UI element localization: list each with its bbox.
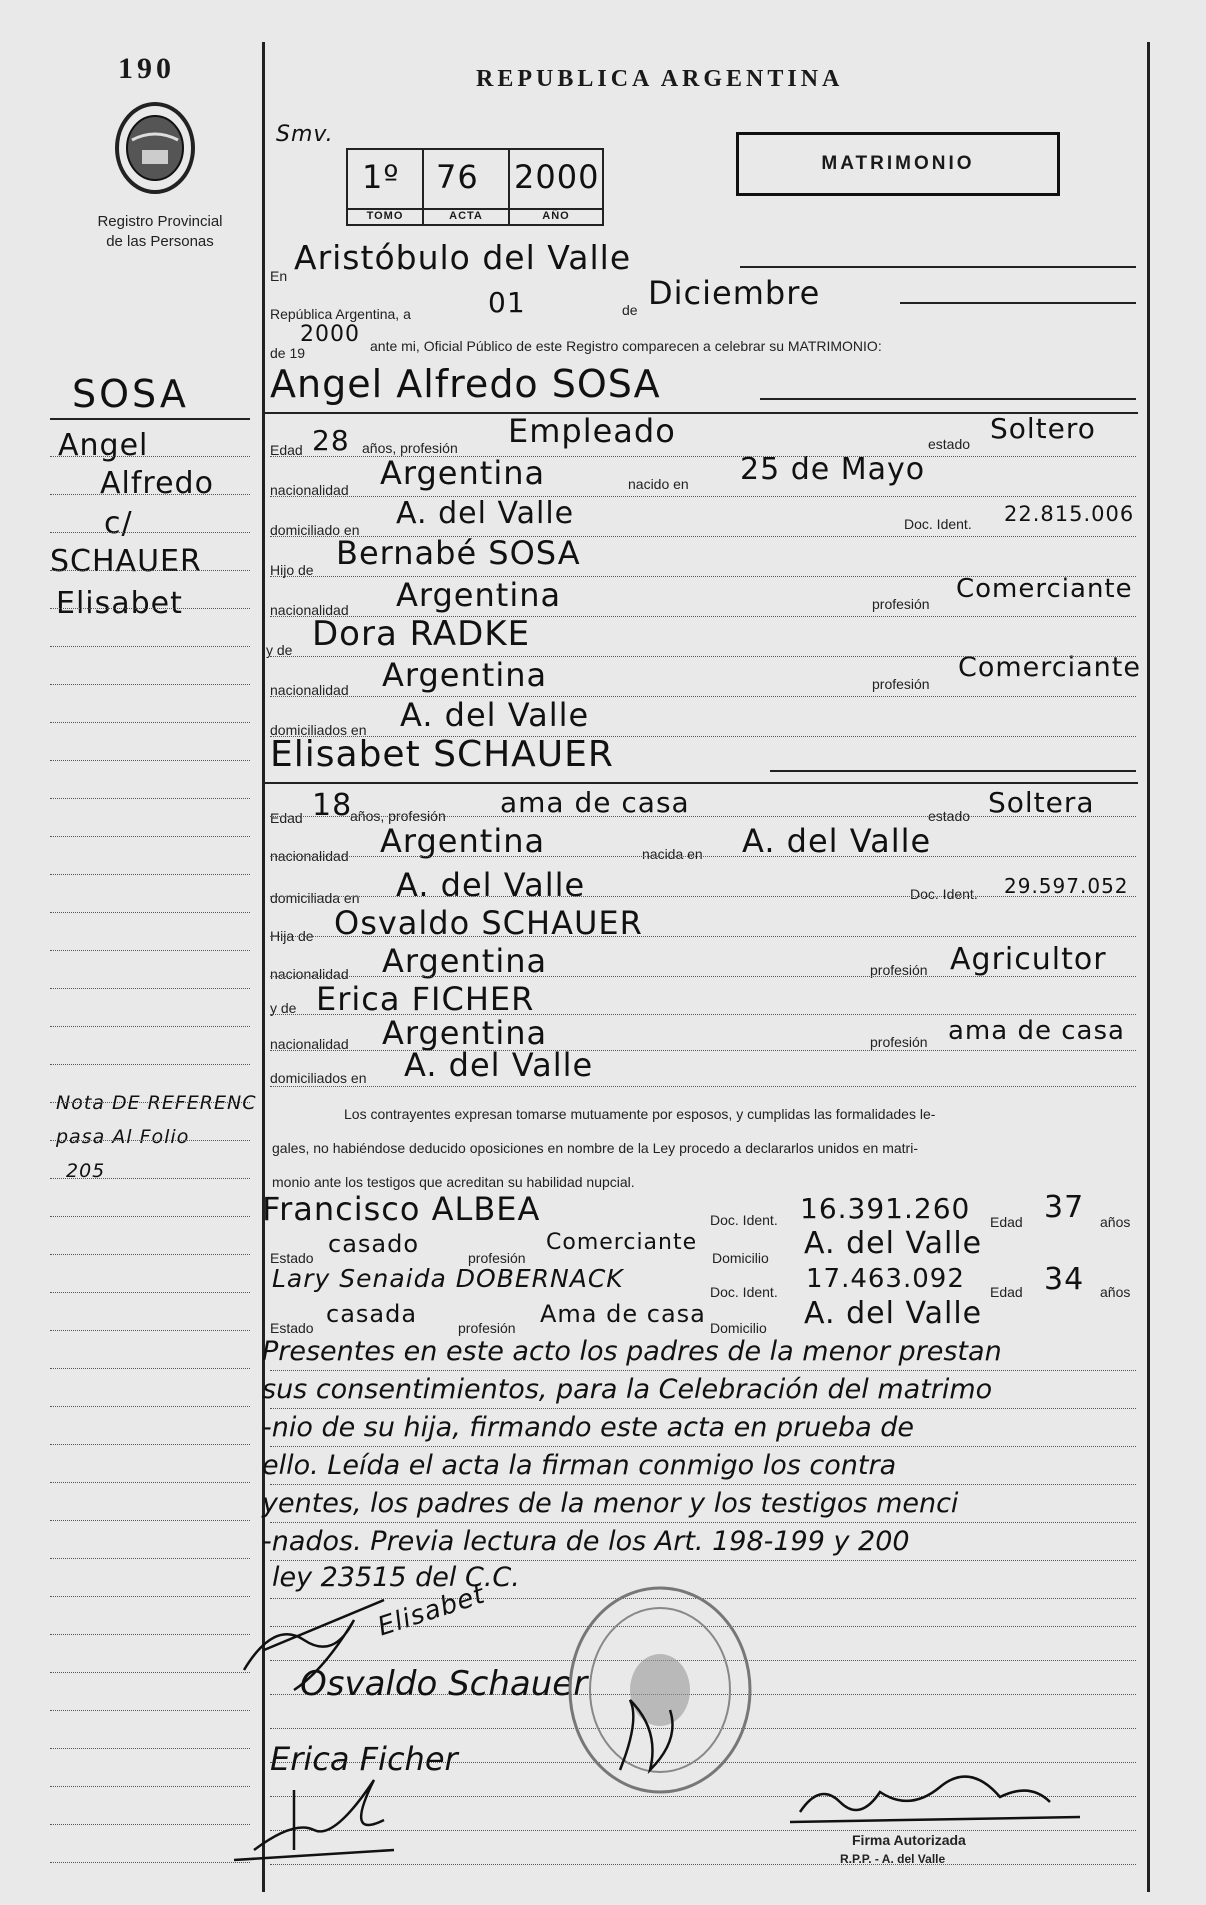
- witness2-doc: 17.463.092: [806, 1264, 965, 1294]
- country-title: REPUBLICA ARGENTINA: [476, 66, 844, 92]
- body-ruled-line: [270, 1050, 1136, 1051]
- place-line: [740, 266, 1136, 268]
- witness2-estado-label: Estado: [270, 1320, 314, 1336]
- body-ruled-line: [270, 616, 1136, 617]
- margin-surname: SOSA: [72, 372, 189, 416]
- margin-ruled-line: [50, 456, 250, 457]
- firma-office: R.P.P. - A. del Valle: [840, 1852, 946, 1866]
- margin-ruled-line: [50, 1786, 250, 1787]
- margin-ruled-line: [50, 988, 250, 989]
- groom-profesion: Empleado: [508, 412, 676, 450]
- witness1-prof-label: profesión: [468, 1250, 526, 1266]
- bride-name: Elisabet SCHAUER: [270, 734, 614, 775]
- anio-label: AÑO: [510, 208, 602, 222]
- groom-father-prof-label: profesión: [872, 596, 930, 612]
- month-line: [900, 302, 1136, 304]
- groom-domicilio: A. del Valle: [396, 496, 575, 531]
- groom-father-nac-label: nacionalidad: [270, 602, 349, 618]
- groom-nacido: 25 de Mayo: [740, 452, 926, 487]
- witness2-estado: casada: [326, 1300, 418, 1328]
- bride-parents-dom: A. del Valle: [404, 1046, 594, 1084]
- bride-nac-label: nacionalidad: [270, 848, 349, 864]
- body-ruled-line: [270, 1086, 1136, 1087]
- body-ruled-line: [270, 696, 1136, 697]
- tomo-cell: [346, 148, 424, 226]
- margin-ruled-line: [50, 1406, 250, 1407]
- margin-name-1: Angel: [58, 428, 149, 463]
- witness1-name: Francisco ALBEA: [262, 1190, 541, 1228]
- margin-ruled-line: [50, 1026, 250, 1027]
- bride-signature: Elisabet: [374, 1579, 489, 1643]
- right-border: [1147, 42, 1150, 1892]
- margin-ruled-line: [50, 1482, 250, 1483]
- margin-ruled-line: [50, 1596, 250, 1597]
- witness1-profesion: Comerciante: [546, 1230, 698, 1255]
- bride-mother-nac: Argentina: [382, 1014, 548, 1052]
- groom-edad: 28: [312, 424, 350, 457]
- tomo-label: TOMO: [348, 208, 422, 222]
- groom-doc: 22.815.006: [1004, 502, 1135, 526]
- bride-parents-dom-label: domiciliados en: [270, 1070, 367, 1086]
- witness2-profesion: Ama de casa: [540, 1300, 706, 1328]
- witness1-doc-label: Doc. Ident.: [710, 1212, 778, 1228]
- republica-label: República Argentina, a: [270, 306, 411, 322]
- witness1-estado: casado: [328, 1230, 420, 1258]
- witness2-prof-label: profesión: [458, 1320, 516, 1336]
- bride-doc-label: Doc. Ident.: [910, 886, 978, 902]
- bride-domicilio: A. del Valle: [396, 866, 586, 904]
- groom-nacido-label: nacido en: [628, 476, 689, 492]
- bride-father-nac-label: nacionalidad: [270, 966, 349, 982]
- margin-ruled-line: [50, 836, 250, 837]
- witness1-edad-label: Edad: [990, 1214, 1023, 1230]
- bride-profesion: ama de casa: [500, 786, 690, 819]
- body-ruled-line: [270, 936, 1136, 937]
- groom-parents-dom: A. del Valle: [400, 696, 590, 734]
- mother-signature: Erica Ficher: [270, 1740, 458, 1778]
- witness2-anios: años: [1100, 1284, 1131, 1300]
- official-stamp-icon: [560, 1580, 760, 1800]
- declaration-line-3: monio ante los testigos que acreditan su habilidad nupcial.: [272, 1174, 635, 1190]
- body-ruled-line: [270, 1522, 1136, 1523]
- act-type-label: MATRIMONIO: [821, 153, 975, 174]
- witness1-dom-label: Domicilio: [712, 1250, 769, 1266]
- body-ruled-line: [270, 1370, 1136, 1371]
- margin-ruled-line: [50, 950, 250, 951]
- margin-note-3: 205: [66, 1160, 106, 1182]
- bride-father-nac: Argentina: [382, 942, 548, 980]
- witness1-edad: 37: [1044, 1190, 1085, 1225]
- groom-father-prof: Comerciante: [956, 574, 1133, 604]
- body-ruled-line: [270, 456, 1136, 457]
- notes-line-3: -nio de su hija, firmando este acta en prueba de: [262, 1412, 914, 1443]
- margin-rule: [50, 418, 250, 420]
- notes-line-4: ello. Leída el acta la firman conmigo los contra: [262, 1450, 897, 1481]
- anio-cell: [508, 148, 604, 226]
- margin-note-1: Nota DE REFERENC: [56, 1092, 257, 1114]
- body-ruled-line: [270, 1484, 1136, 1485]
- witness1-estado-label: Estado: [270, 1250, 314, 1266]
- registry-name: [80, 212, 240, 252]
- groom-doc-label: Doc. Ident.: [904, 516, 972, 532]
- body-ruled-line: [270, 656, 1136, 657]
- body-ruled-line: [270, 1560, 1136, 1561]
- body-ruled-line: [270, 1446, 1136, 1447]
- bride-section-rule: [264, 782, 1138, 784]
- margin-ruled-line: [50, 912, 250, 913]
- body-ruled-line: [270, 1408, 1136, 1409]
- acta-value: 76: [436, 158, 479, 196]
- margin-ruled-line: [50, 646, 250, 647]
- act-type-box: [736, 132, 1060, 196]
- de19-label: de 19: [270, 345, 306, 361]
- bride-mother: Erica FICHER: [316, 980, 535, 1018]
- body-ruled-line: [270, 976, 1136, 977]
- margin-name-4: SCHAUER: [50, 544, 202, 579]
- bride-anios-label: años, profesión: [350, 808, 446, 824]
- margin-ruled-line: [50, 1672, 250, 1673]
- margin-ruled-line: [50, 1292, 250, 1293]
- groom-mother: Dora RADKE: [312, 614, 531, 654]
- body-ruled-line: [270, 1014, 1136, 1015]
- bride-dom-label: domiciliada en: [270, 890, 360, 906]
- groom-mother-prof: Comerciante: [958, 652, 1141, 683]
- bride-father-prof-label: profesión: [870, 962, 928, 978]
- witness2-name: Lary Senaida DOBERNACK: [272, 1264, 624, 1293]
- margin-ruled-line: [50, 1862, 250, 1863]
- coat-of-arms-icon: [112, 100, 198, 196]
- bride-hija-label: Hija de: [270, 928, 314, 944]
- bride-mother-nac-label: nacionalidad: [270, 1036, 349, 1052]
- margin-ruled-line: [50, 798, 250, 799]
- margin-ruled-line: [50, 1140, 250, 1141]
- en-label: En: [270, 268, 288, 284]
- margin-ruled-line: [50, 1254, 250, 1255]
- bride-doc: 29.597.052: [1004, 874, 1129, 898]
- body-ruled-line: [270, 496, 1136, 497]
- margin-ruled-line: [50, 1634, 250, 1635]
- body-ruled-line: [270, 576, 1136, 577]
- margin-ruled-line: [50, 1710, 250, 1711]
- declaration-line-2: gales, no habiéndose deducido oposiciones en nombre de la Ley procedo a declararlos unidos en matri-: [272, 1140, 918, 1156]
- margin-name-3: c/: [104, 506, 133, 541]
- firma-label: Firma Autorizada: [852, 1832, 966, 1848]
- margin-ruled-line: [50, 1520, 250, 1521]
- margin-ruled-line: [50, 1558, 250, 1559]
- witness1-domicilio: A. del Valle: [804, 1226, 983, 1261]
- groom-father: Bernabé SOSA: [336, 534, 581, 572]
- bride-father: Osvaldo SCHAUER: [334, 904, 643, 942]
- margin-name-2: Alfredo: [100, 466, 214, 501]
- witness2-edad-label: Edad: [990, 1284, 1023, 1300]
- bride-name-line: [770, 770, 1136, 772]
- groom-nac-label: nacionalidad: [270, 482, 349, 498]
- margin-ruled-line: [50, 1216, 250, 1217]
- groom-hijo-label: Hijo de: [270, 562, 314, 578]
- margin-ruled-line: [50, 570, 250, 571]
- body-ruled-line: [270, 816, 1136, 817]
- notes-line-2: sus consentimientos, para la Celebración del matrimo: [262, 1374, 993, 1405]
- day: 01: [488, 286, 526, 319]
- groom-estado: Soltero: [990, 412, 1096, 445]
- notes-line-5: yentes, los padres de la menor y los testigos menci: [262, 1488, 959, 1519]
- declaration-line-1: Los contrayentes expresan tomarse mutuamente por esposos, y cumplidas las formalidades le-: [344, 1106, 936, 1122]
- groom-edad-label: Edad: [270, 442, 303, 458]
- groom-estado-label: estado: [928, 436, 971, 452]
- margin-ruled-line: [50, 1824, 250, 1825]
- witness2-domicilio: A. del Valle: [804, 1296, 983, 1331]
- groom-anios-label: años, profesión: [362, 440, 458, 456]
- margin-ruled-line: [50, 874, 250, 875]
- body-ruled-line: [270, 856, 1136, 857]
- notes-line-1: Presentes en este acto los padres de la menor prestan: [262, 1336, 1002, 1367]
- margin-ruled-line: [50, 684, 250, 685]
- margin-ruled-line: [50, 608, 250, 609]
- bride-nacida-label: nacida en: [642, 846, 703, 862]
- annotation-smv: Smv.: [276, 122, 334, 147]
- bride-edad-label: Edad: [270, 810, 303, 826]
- notes-line-7: ley 23515 del C.C.: [272, 1562, 520, 1593]
- bride-mother-prof-label: profesión: [870, 1034, 928, 1050]
- bride-mother-prof: ama de casa: [948, 1016, 1125, 1046]
- bride-father-prof: Agricultor: [950, 942, 1107, 977]
- father-signature: Osvaldo Schauer: [300, 1664, 588, 1704]
- margin-name-5: Elisabet: [56, 586, 183, 621]
- groom-yde-label: y de: [266, 642, 293, 658]
- folio-number: 190: [118, 52, 175, 85]
- witness2-edad: 34: [1044, 1262, 1085, 1297]
- groom-nacionalidad: Argentina: [380, 454, 546, 492]
- place: Aristóbulo del Valle: [294, 238, 632, 277]
- acta-cell: [422, 148, 510, 226]
- margin-ruled-line: [50, 1444, 250, 1445]
- margin-ruled-line: [50, 1748, 250, 1749]
- margin-ruled-line: [50, 1330, 250, 1331]
- margin-ruled-line: [50, 494, 250, 495]
- margin-ruled-line: [50, 532, 250, 533]
- groom-dom-label: domiciliado en: [270, 522, 360, 538]
- groom-name: Angel Alfredo SOSA: [270, 362, 661, 406]
- bride-yde-label: y de: [270, 1000, 297, 1016]
- groom-parents-dom-label: domiciliados en: [270, 722, 367, 738]
- witness1-anios: años: [1100, 1214, 1131, 1230]
- notes-line-6: -nados. Previa lectura de los Art. 198-199 y 200: [262, 1526, 910, 1557]
- margin-ruled-line: [50, 1368, 250, 1369]
- witness2-doc-label: Doc. Ident.: [710, 1284, 778, 1300]
- year: 2000: [300, 322, 360, 347]
- tomo-value: 1º: [362, 158, 400, 196]
- registry-line-2: de las Personas: [106, 233, 214, 250]
- groom-mother-nac-label: nacionalidad: [270, 682, 349, 698]
- margin-ruled-line: [50, 1064, 250, 1065]
- margin-ruled-line: [50, 1178, 250, 1179]
- bride-nacida: A. del Valle: [742, 822, 932, 860]
- margin-ruled-line: [50, 1102, 250, 1103]
- body-ruled-line: [270, 896, 1136, 897]
- witness2-dom-label: Domicilio: [710, 1320, 767, 1336]
- margin-ruled-line: [50, 760, 250, 761]
- body-ruled-line: [270, 736, 1136, 737]
- bride-estado: Soltera: [988, 786, 1095, 819]
- body-ruled-line: [270, 536, 1136, 537]
- bride-nacionalidad: Argentina: [380, 822, 546, 860]
- margin-note-2: pasa Al Folio: [56, 1126, 190, 1148]
- groom-mother-prof-label: profesión: [872, 676, 930, 692]
- margin-ruled-line: [50, 722, 250, 723]
- de-label: de: [622, 302, 638, 318]
- bride-edad: 18: [312, 788, 353, 823]
- registry-line-1: Registro Provincial: [97, 213, 223, 230]
- bride-estado-label: estado: [928, 808, 971, 824]
- witness1-doc: 16.391.260: [800, 1192, 971, 1225]
- intro-text: ante mi, Oficial Público de este Registro comparecen a celebrar su MATRIMONIO:: [370, 338, 882, 354]
- groom-mother-nac: Argentina: [382, 656, 548, 694]
- groom-name-line: [760, 398, 1136, 400]
- month: Diciembre: [648, 274, 821, 312]
- groom-father-nac: Argentina: [396, 576, 562, 614]
- anio-value: 2000: [514, 158, 600, 196]
- acta-label: ACTA: [424, 208, 508, 222]
